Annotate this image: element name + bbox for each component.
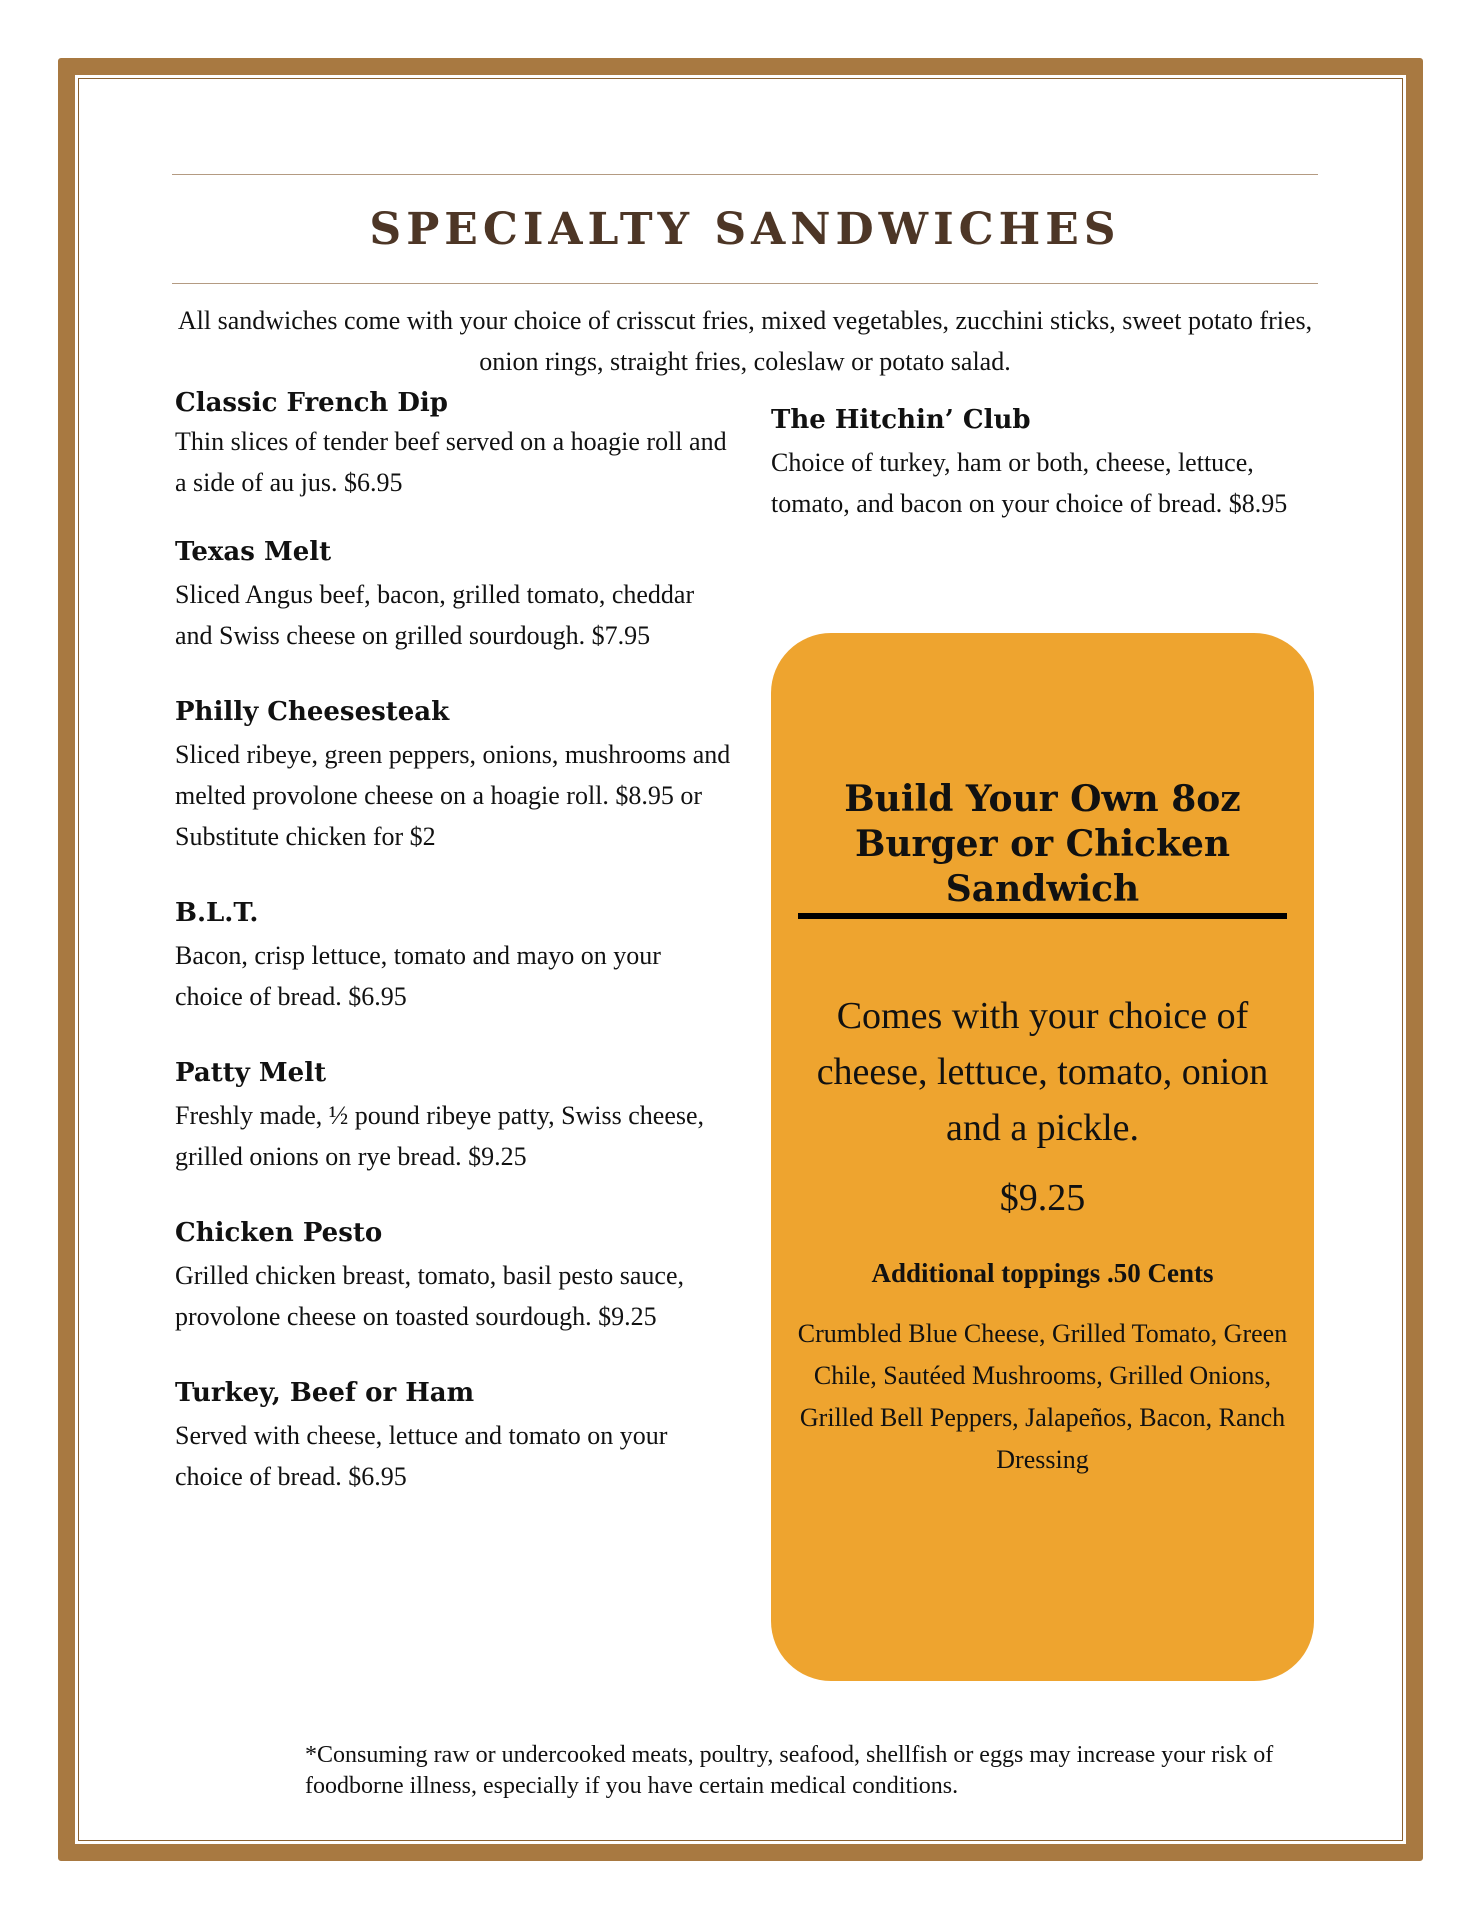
menu-item-classic-french-dip [175,385,735,503]
menu-item-description: Grilled chicken breast, tomato, basil pesto sauce, provolone cheese on toasted sourdough. $9.25 [175,1261,685,1331]
menu-item-description: Sliced ribeye, green peppers, onions, mushrooms and melted provolone cheese on a hoagie roll. $8.95 or Substitute chicken for $2 [175,740,731,851]
promo-toppings-list: Crumbled Blue Cheese, Grilled Tomato, Green Chile, Sautéed Mushrooms, Grilled Onions, Grilled Bell Peppers, Jalapeños, Bacon, Ranch Dressing [797,1319,1288,1474]
menu-item-name: Patty Melt [175,1058,327,1088]
menu-item-description: Freshly made, ½ pound ribeye patty, Swiss cheese, grilled onions on rye bread. $9.25 [175,1101,705,1171]
menu-item-name: Turkey, Beef or Ham [175,1378,475,1408]
menu-item-name: Classic French Dip [175,388,448,418]
menu-item-name: Chicken Pesto [175,1218,383,1248]
title-rule-top [172,174,1318,175]
menu-item-description: Bacon, crisp lettuce, tomato and mayo on your choice of bread. $6.95 [175,941,661,1011]
menu-left-column [175,385,735,1497]
menu-item-description: Served with cheese, lettuce and tomato on your choice of bread. $6.95 [175,1421,668,1491]
promo-price: $9.25 [999,1177,1086,1219]
menu-item-texas-melt [175,534,735,656]
promo-title: Build Your Own 8oz Burger or Chicken Sandwich [844,778,1241,910]
menu-item-philly-cheesesteak [175,694,735,857]
menu-item-name: Philly Cheesesteak [175,697,450,727]
sides-intro: All sandwiches come with your choice of crisscut fries, mixed vegetables, zucchini sticks, sweet potato fries, onion rings, straight fries, coleslaw or potato salad. [177,306,1313,376]
menu-item-description: Thin slices of tender beef served on a hoagie roll and a side of au jus. $6.95 [175,427,727,497]
menu-item-blt [175,895,735,1017]
menu-item-name: The Hitchin’ Club [771,405,1031,435]
menu-item-patty-melt [175,1055,735,1177]
menu-item-name: B.L.T. [175,898,259,928]
build-your-own-promo-box [771,633,1314,1681]
promo-divider [798,913,1287,919]
food-safety-disclaimer: *Consuming raw or undercooked meats, poultry, seafood, shellfish or eggs may increase your risk of foodborne illness, especially if you have certain medical conditions. [305,1742,1274,1799]
promo-additional-toppings-heading: Additional toppings .50 Cents [871,1258,1214,1288]
menu-item-description: Choice of turkey, ham or both, cheese, lettuce, tomato, and bacon on your choice of bread. $8.95 [771,448,1288,518]
title-rule-bottom [172,283,1318,284]
page-title: SPECIALTY SANDWICHES [369,204,1121,255]
promo-description: Comes with your choice of cheese, lettuce, tomato, onion and a pickle. [816,995,1269,1149]
menu-item-description: Sliced Angus beef, bacon, grilled tomato, cheddar and Swiss cheese on grilled sourdough. $7.95 [175,580,695,650]
menu-item-name: Texas Melt [175,537,332,567]
menu-item-turkey-beef-or-ham [175,1375,735,1497]
menu-item-hitchin-club [771,402,1311,524]
menu-item-chicken-pesto [175,1215,735,1337]
